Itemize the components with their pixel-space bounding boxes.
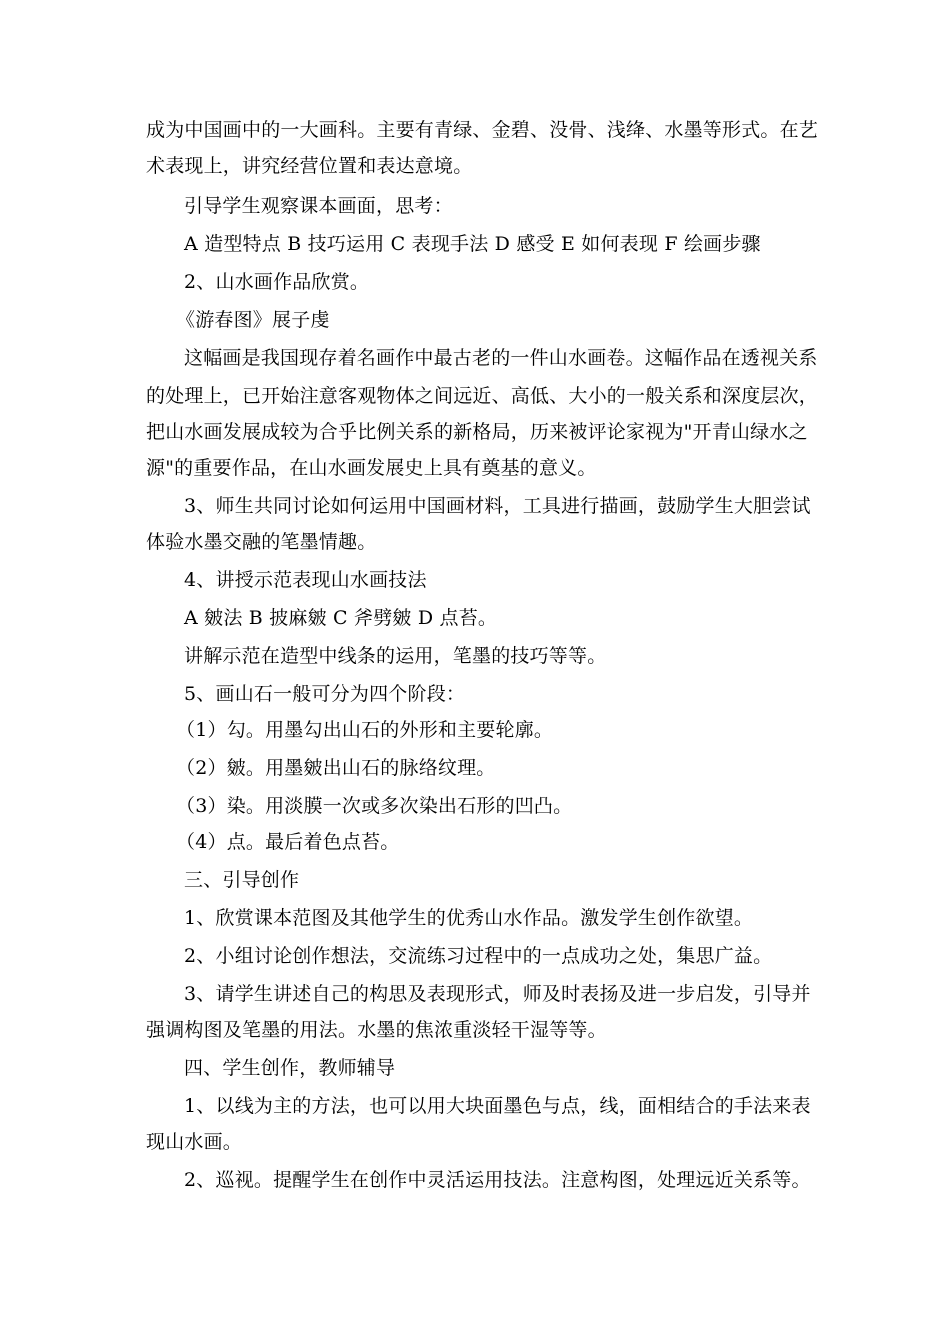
creative-item-1: 1、欣赏课本范图及其他学生的优秀山水作品。激发学生创作欲望。 xyxy=(184,907,754,929)
section-three-heading: 三、引导创作 xyxy=(184,869,300,891)
stone-stages-heading: 5、画山石一般可分为四个阶段： xyxy=(184,683,466,705)
paragraph-line-2: 术表现上，讲究经营位置和表达意境。 xyxy=(146,155,473,177)
artwork-description-line-2: 的处理上，已开始注意客观物体之间远近、高低、大小的一般关系和深度层次， xyxy=(146,385,819,407)
guidance-item-1-line-1: 1、以线为主的方法，也可以用大块面墨色与点，线，面相结合的手法来表 xyxy=(184,1095,811,1117)
technique-options: A 皴法 B 披麻皴 C 斧劈皴 D 点苔。 xyxy=(184,607,498,629)
artwork-description-line-1: 这幅画是我国现存着名画作中最古老的一件山水画卷。这幅作品在透视关系 xyxy=(184,347,818,369)
creative-item-3-line-2: 强调构图及笔墨的用法。水墨的焦浓重淡轻干湿等等。 xyxy=(146,1019,607,1041)
guide-observation-line: 引导学生观察课本画面，思考： xyxy=(184,195,453,217)
section-2-heading: 2、山水画作品欣赏。 xyxy=(184,271,370,293)
creative-item-2: 2、小组讨论创作想法，交流练习过程中的一点成功之处，集思广益。 xyxy=(184,945,773,967)
stage-2: （2）皴。用墨皴出山石的脉络纹理。 xyxy=(176,757,496,779)
stage-1: （1）勾。用墨勾出山石的外形和主要轮廓。 xyxy=(176,719,554,741)
technique-heading: 4、讲授示范表现山水画技法 xyxy=(184,569,427,591)
artwork-description-line-3: 把山水画发展成较为合乎比例关系的新格局，历来被评论家视为"开青山绿水之 xyxy=(146,421,808,443)
discussion-line-1: 3、师生共同讨论如何运用中国画材料，工具进行描画，鼓励学生大胆尝试 xyxy=(184,495,811,517)
creative-item-3-line-1: 3、请学生讲述自己的构思及表现形式，师及时表扬及进一步启发，引导并 xyxy=(184,983,811,1005)
discussion-line-2: 体验水墨交融的笔墨情趣。 xyxy=(146,531,377,553)
paragraph-line-1: 成为中国画中的一大画科。主要有青绿、金碧、没骨、浅绛、水墨等形式。在艺 xyxy=(146,119,819,141)
guidance-item-1-line-2: 现山水画。 xyxy=(146,1131,243,1153)
technique-explanation: 讲解示范在造型中线条的运用，笔墨的技巧等等。 xyxy=(184,645,607,667)
artwork-title: 《游春图》展子虔 xyxy=(176,309,330,331)
section-four-heading: 四、学生创作，教师辅导 xyxy=(184,1057,396,1079)
artwork-description-line-4: 源"的重要作品，在山水画发展史上具有奠基的意义。 xyxy=(146,457,597,479)
stage-4: （4）点。最后着色点苔。 xyxy=(176,831,400,853)
guidance-item-2: 2、巡视。提醒学生在创作中灵活运用技法。注意构图，处理远近关系等。 xyxy=(184,1169,811,1191)
stage-3: （3）染。用淡膜一次或多次染出石形的凹凸。 xyxy=(176,795,573,817)
observation-options: A 造型特点 B 技巧运用 C 表现手法 D 感受 E 如何表现 F 绘画步骤 xyxy=(184,233,761,255)
